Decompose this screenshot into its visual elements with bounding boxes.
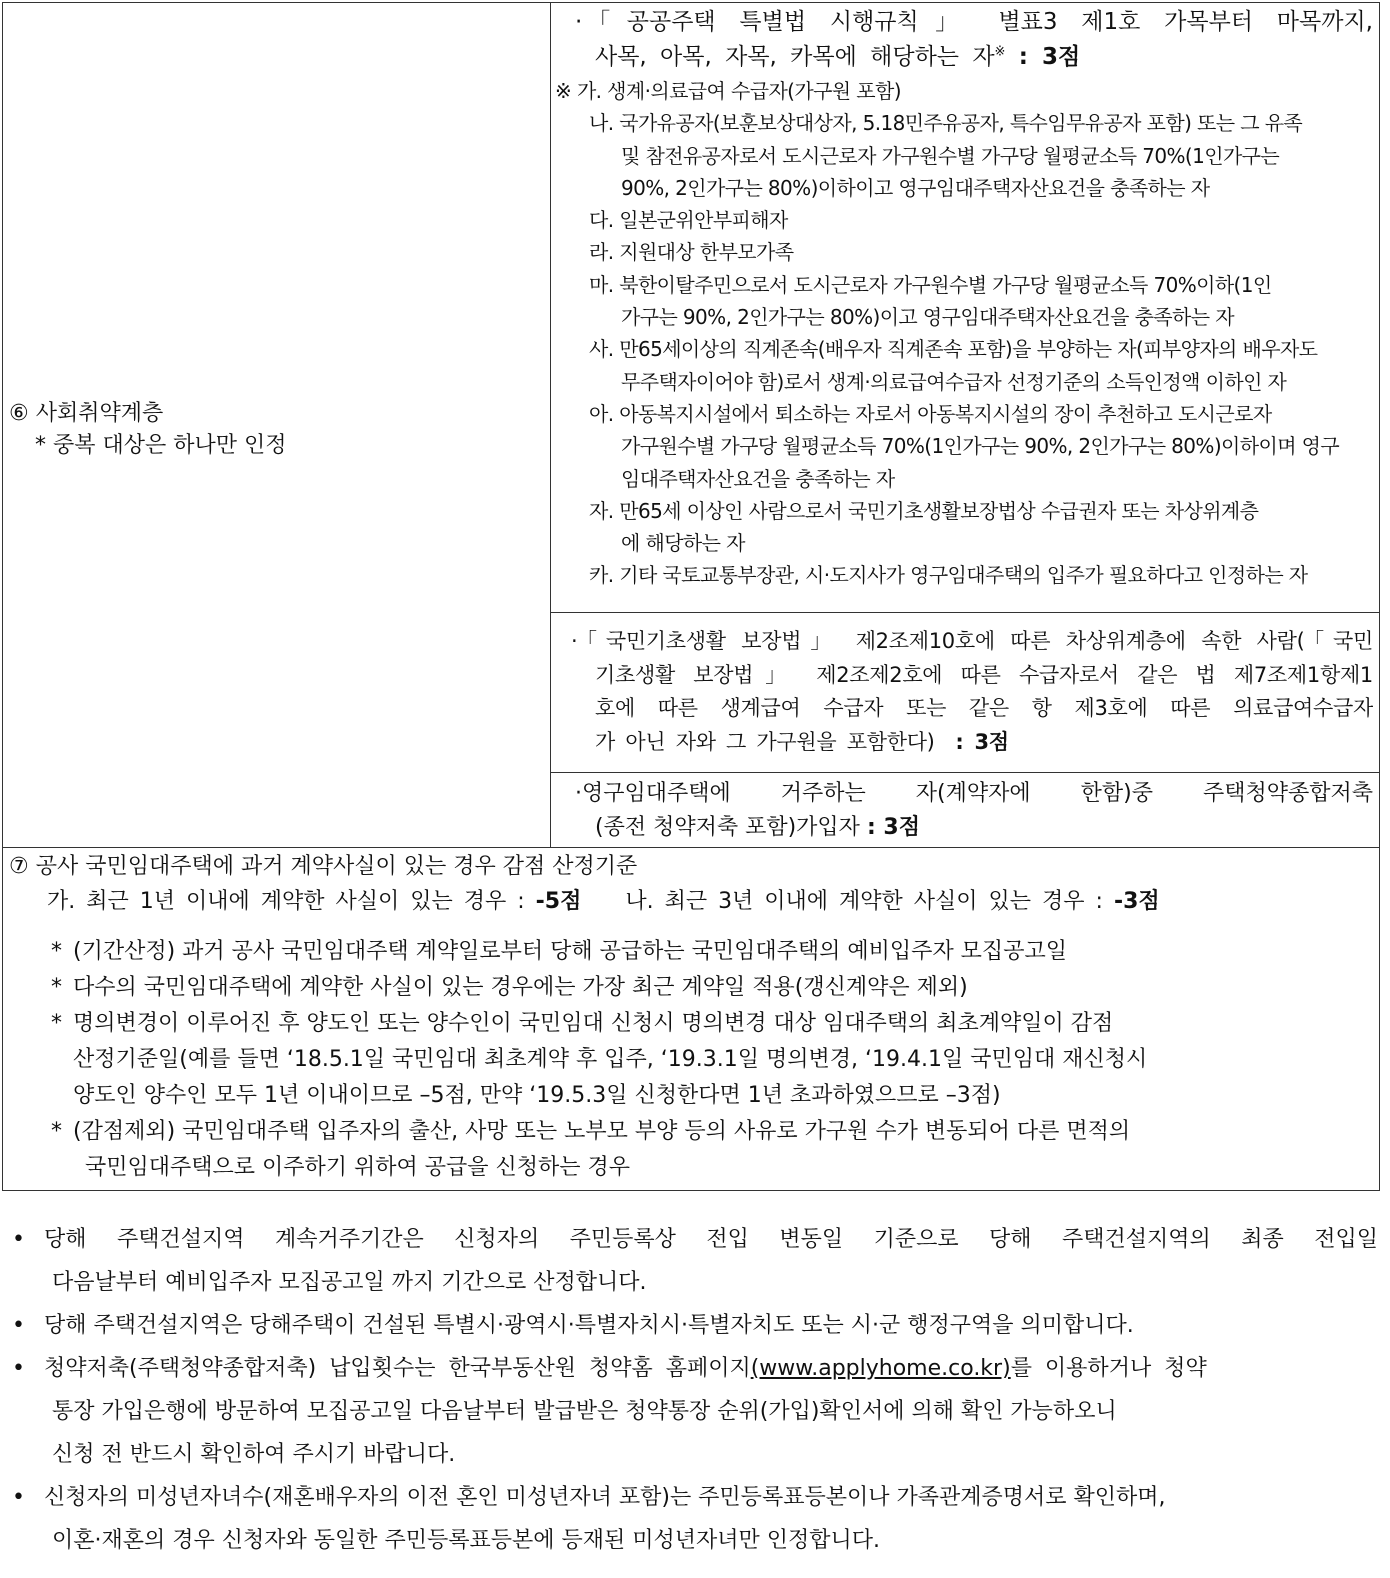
footnote-item-da: 다. 일본군위안부피해자 <box>589 208 788 233</box>
footnote-item-ja: 자. 만65세 이상인 사람으로서 국민기초생활보장법상 수급권자 또는 차상위계층 <box>589 498 1259 523</box>
block1-footnote-list <box>555 75 1373 592</box>
section7-title: ⑦ 공사 국민임대주택에 과거 계약사실이 있는 경우 감점 산정기준 <box>9 854 638 879</box>
footnote-item-na: 나. 국가유공자(보훈보상대상자, 5.18민주유공자, 특수임무유공자 포함) 또는 그 유족 <box>589 111 1303 136</box>
footnote-item-na-cont: 90%, 2인가구는 80%)이하이고 영구임대주택자산요건을 충족하는 자 <box>621 175 1210 200</box>
note-item: • 당해 주택건설지역 계속거주기간은 신청자의 주민등록상 전입 변동일 기준으로 당해 주택건설지역의 최종 전입일 다음날부터 예비입주자 모집공고일 까지 기간으로 산정합니다. <box>6 1218 1378 1304</box>
block1-score: : 3점 <box>1018 44 1081 70</box>
section6-block3 <box>551 773 1380 848</box>
item-a-score: -5점 <box>535 889 582 914</box>
section7-cell <box>3 848 1380 1191</box>
block3-score: : 3점 <box>866 815 920 840</box>
applyhome-link[interactable]: (www.applyhome.co.kr) <box>750 1356 1011 1381</box>
item-b-score: -3점 <box>1113 889 1160 914</box>
bullet-icon: • <box>12 1356 25 1381</box>
section7-note-cont: 국민임대주택으로 이주하기 위하여 공급을 신청하는 경우 <box>85 1155 631 1180</box>
block1-line2-text: 사목, 아목, 자목, 카목에 해당하는 자 <box>595 44 995 70</box>
block2-line2: 기초생활 보장법」 제2조제2호에 따른 수급자로서 같은 법 제7조제1항제1 <box>595 662 1373 687</box>
section7-note-cont: 산정기준일(예를 들면 ‘18.5.1일 국민임대 최초계약 후 입주, ‘19.3.1일 명의변경, ‘19.4.1일 국민임대 재신청시 <box>73 1047 1148 1072</box>
footnote-item-ja-cont: 에 해당하는 자 <box>621 531 745 556</box>
block2-score: : 3점 <box>955 729 1009 754</box>
block2-line1: ·「국민기초생활 보장법」 제2조제10호에 따른 차상위계층에 속한 사람(「국민 <box>571 629 1373 653</box>
block2-line3: 호에 따른 생계급여 수급자 또는 같은 항 제3호에 따른 의료급여수급자 <box>595 696 1373 720</box>
item-a-text: 가. 최근 1년 이내에 계약한 사실이 있는 경우 : <box>47 889 525 914</box>
note-item: • 당해 주택건설지역은 당해주택이 건설된 특별시·광역시·특별자치시·특별자치도 또는 시·군 행정구역을 의미합니다. <box>6 1304 1378 1347</box>
block1-line2 <box>555 40 1373 75</box>
section7-note: * (기간산정) 과거 공사 국민임대주택 계약일로부터 당해 공급하는 국민임대주택의 예비입주자 모집공고일 <box>51 939 1067 964</box>
section6-note: * 중복 대상은 하나만 인정 <box>35 433 287 458</box>
footnote-mark: ※ <box>555 79 572 103</box>
footnote-item-a-cont: 임대주택자산요건을 충족하는 자 <box>621 466 895 491</box>
footnote-item-ma: 마. 북한이탈주민으로서 도시근로자 가구원수별 가구당 월평균소득 70%이하(1인 <box>589 272 1272 297</box>
item-b-text: 나. 최근 3년 이내에 계약한 사실이 있는 경우 : <box>625 889 1103 914</box>
footnote-item-ka: 카. 기타 국토교통부장관, 시·도지사가 영구임대주택의 입주가 필요하다고 인정하는 자 <box>589 563 1308 588</box>
footnote-item-ma-cont: 가구는 90%, 2인가구는 80%)이고 영구임대주택자산요건을 충족하는 자 <box>621 305 1234 330</box>
section7-row <box>3 848 1380 1191</box>
section6-block1 <box>551 3 1380 613</box>
footnote-item-ga: ※ 가. 생계·의료급여 수급자(가구원 포함) <box>555 79 901 103</box>
section7-items <box>7 884 1369 920</box>
bullet-icon: • <box>12 1227 25 1252</box>
block3-line1: ·영구임대주택에 거주하는 자(계약자에 한함)중 주택청약종합저축 <box>575 781 1373 806</box>
section7-note: * (감점제외) 국민임대주택 입주자의 출산, 사망 또는 노부모 부양 등의 사유로 가구원 수가 변동되어 다른 면적의 <box>51 1119 1131 1144</box>
section6-title: ⑥ 사회취약계층 <box>9 400 164 426</box>
block3-line2: (종전 청약저축 포함)가입자 : 3점 <box>595 815 920 840</box>
block1-line1: ·「공공주택 특별법 시행규칙」 별표3 제1호 가목부터 마목까지, <box>575 9 1373 35</box>
section7-note: * 다수의 국민임대주택에 계약한 사실이 있는 경우에는 가장 최근 계약일 적용(갱신계약은 제외) <box>51 975 968 1000</box>
note-item: • 청약저축(주택청약종합저축) 납입횟수는 한국부동산원 청약홈 홈페이지(www.applyhome.co.kr)를 이용하거나 청약 통장 가입은행에 방문하여 모집공고일 다음날부터 발급받은 청약통장 순위(가입)확인서에 의해 확인 가능하오니 신청 전 반드시 확인하여 주시기 바랍니다. <box>6 1347 1378 1476</box>
section7-note-cont: 양도인 양수인 모두 1년 이내이므로 –5점, 만약 ‘19.5.3일 신청한다면 1년 초과하였으므로 –3점) <box>73 1083 1001 1108</box>
block2-line4: 가 아닌 자와 그 가구원을 포함한다) : 3점 <box>595 729 1009 754</box>
footnote-item-na-cont: 및 참전유공자로서 도시근로자 가구원수별 가구당 월평균소득 70%(1인가구는 <box>621 143 1280 168</box>
footnote-item-sa: 사. 만65세이상의 직계존속(배우자 직계존속 포함)을 부양하는 자(피부양자의 배우자도 <box>589 337 1318 362</box>
footnote-item-a: 아. 아동복지시설에서 퇴소하는 자로서 아동복지시설의 장이 추천하고 도시근로자 <box>589 401 1272 426</box>
footnote-item-ra: 라. 지원대상 한부모가족 <box>589 240 794 265</box>
note-item: • 신청자의 미성년자녀수(재혼배우자의 이전 혼인 미성년자녀 포함)는 주민등록표등본이나 가족관계증명서로 확인하며, 이혼·재혼의 경우 신청자와 동일한 주민등록표등본에 등재된 미성년자녀만 인정합니다. <box>6 1476 1378 1562</box>
section7-notes <box>7 934 1369 1186</box>
section6-row-1 <box>3 3 1380 613</box>
section6-block2 <box>551 613 1380 773</box>
section7-note: * 명의변경이 이루어진 후 양도인 또는 양수인이 국민임대 신청시 명의변경 대상 임대주택의 최초계약일이 감점 <box>51 1011 1114 1036</box>
bullet-icon: • <box>12 1485 25 1510</box>
notes-list <box>0 1218 1390 1562</box>
footnote-item-a-cont: 가구원수별 가구당 월평균소득 70%(1인가구는 90%, 2인가구는 80%)이하이며 영구 <box>621 434 1340 459</box>
footnote-item-sa-cont: 무주택자이어야 함)로서 생계·의료급여수급자 선정기준의 소득인정액 이하인 자 <box>621 369 1287 394</box>
footnote-marker: ※ <box>994 44 1006 60</box>
bullet-icon: • <box>12 1313 25 1338</box>
section6-label-cell <box>3 3 551 848</box>
criteria-table <box>2 2 1380 1191</box>
